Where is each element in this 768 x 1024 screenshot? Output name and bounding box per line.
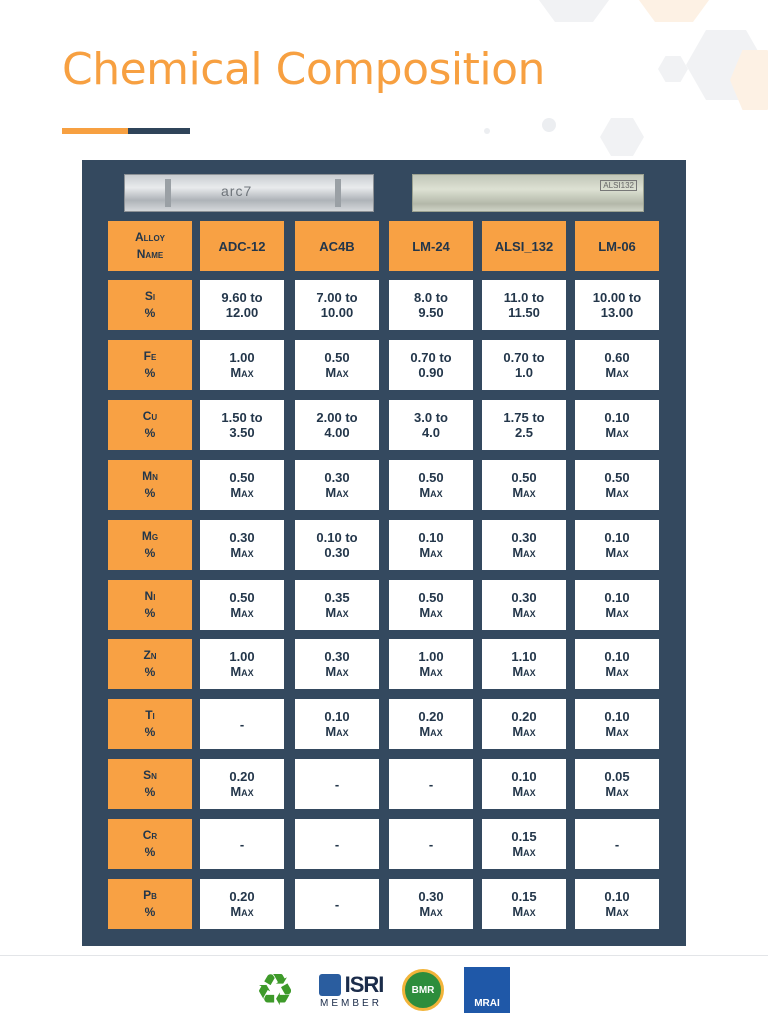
table-cell	[200, 639, 284, 689]
cell-text: Max	[512, 664, 536, 679]
table-cell	[389, 699, 473, 749]
cell-text: 0.30	[418, 889, 444, 904]
table-cell	[200, 520, 284, 570]
cell-text: 0.10	[418, 530, 444, 545]
cell-text: 0.10	[604, 590, 630, 605]
cell-text: 4.0	[421, 425, 441, 440]
table-cell	[482, 580, 566, 630]
table-cell	[389, 580, 473, 630]
cell-text: Sn	[143, 768, 157, 782]
cell-text: Cr	[142, 828, 158, 842]
table-cell	[482, 759, 566, 809]
table-cell	[389, 879, 473, 929]
cell-text: Max	[325, 365, 349, 380]
cell-text: 0.50	[229, 590, 255, 605]
table-cell	[482, 400, 566, 450]
table-cell	[295, 400, 379, 450]
table-cell	[200, 699, 284, 749]
element-label	[108, 699, 192, 749]
table-cell	[200, 819, 284, 869]
cell-text: 2.00 to	[316, 410, 358, 425]
table-cell	[295, 520, 379, 570]
table-cell	[389, 639, 473, 689]
cell-text: %	[144, 486, 156, 500]
composition-panel	[82, 160, 686, 946]
table-cell	[575, 639, 659, 689]
cell-text: Max	[512, 545, 536, 560]
recycle-icon: ♻	[255, 965, 295, 1015]
cell-text: 0.10 to	[316, 530, 358, 545]
title-underline-orange	[62, 128, 128, 134]
cell-text: 0.30	[324, 649, 350, 664]
table-cell	[389, 819, 473, 869]
cell-text: Mg	[141, 529, 159, 543]
table-cell	[295, 699, 379, 749]
table-cell	[575, 340, 659, 390]
cell-text: 0.70 to	[410, 350, 452, 365]
cell-text: 10.00	[320, 305, 354, 320]
ingot-mark: ALSI132	[600, 180, 637, 191]
cell-text: 0.90	[418, 365, 444, 380]
cell-text: 1.00	[418, 649, 444, 664]
cell-text: Max	[605, 784, 629, 799]
cell-text: 10.00 to	[592, 290, 642, 305]
table-cell	[295, 759, 379, 809]
cell-text: 0.10	[604, 889, 630, 904]
cell-text: Zn	[143, 648, 157, 662]
cell-text: -	[614, 836, 620, 852]
cell-text: %	[144, 426, 156, 440]
cell-text: Max	[605, 365, 629, 380]
cell-text: -	[334, 896, 340, 912]
cell-text: Pb	[143, 888, 157, 902]
cell-text: 0.30	[324, 545, 350, 560]
table-cell	[575, 520, 659, 570]
cell-text: Max	[512, 784, 536, 799]
element-label	[108, 460, 192, 510]
cell-text: Max	[325, 605, 349, 620]
cell-text: Max	[230, 365, 254, 380]
table-cell	[575, 759, 659, 809]
cell-text: 0.50	[229, 470, 255, 485]
decor-dot	[542, 118, 556, 132]
header-alloy	[482, 221, 566, 271]
cell-text: 4.00	[324, 425, 350, 440]
cell-text: Max	[230, 784, 254, 799]
decor-hexagon	[658, 56, 688, 82]
cell-text: 11.50	[508, 305, 540, 320]
decor-dot	[484, 128, 490, 134]
cell-text: 0.10	[604, 530, 630, 545]
element-label	[108, 639, 192, 689]
cell-text: ALSI_132	[494, 238, 554, 254]
table-cell	[295, 580, 379, 630]
cell-text: -	[428, 836, 434, 852]
cell-text: 0.50	[324, 350, 350, 365]
cell-text: Name	[136, 247, 164, 261]
header-alloy	[295, 221, 379, 271]
table-cell	[389, 400, 473, 450]
table-cell	[575, 280, 659, 330]
cell-text: 0.15	[511, 829, 537, 844]
cell-text: 0.20	[229, 889, 255, 904]
cell-text: -	[428, 776, 434, 792]
table-cell	[482, 520, 566, 570]
cell-text: -	[239, 716, 245, 732]
cell-text: 1.0	[514, 365, 534, 380]
table-cell	[575, 879, 659, 929]
table-cell	[389, 759, 473, 809]
cell-text: 1.10	[511, 649, 537, 664]
cell-text: 0.30	[229, 530, 255, 545]
cell-text: 13.00	[600, 305, 634, 320]
cell-text: Mn	[142, 469, 158, 483]
cell-text: 12.00	[225, 305, 259, 320]
cell-text: %	[144, 905, 156, 919]
table-cell	[575, 819, 659, 869]
cell-text: Max	[419, 485, 443, 500]
table-cell	[482, 340, 566, 390]
cell-text: LM-06	[598, 238, 636, 254]
cell-text: -	[334, 836, 340, 852]
cell-text: 2.5	[514, 425, 534, 440]
cell-text: 8.0 to	[414, 290, 448, 305]
cell-text: Max	[512, 904, 536, 919]
cell-text: 0.30	[324, 470, 350, 485]
element-label	[108, 280, 192, 330]
cell-text: Max	[419, 605, 443, 620]
header-alloy	[575, 221, 659, 271]
cell-text: 0.20	[418, 709, 444, 724]
table-cell	[389, 280, 473, 330]
element-label	[108, 759, 192, 809]
cell-text: 0.10	[324, 709, 350, 724]
element-label	[108, 520, 192, 570]
cell-text: %	[144, 725, 156, 739]
cell-text: Max	[419, 724, 443, 739]
cell-text: 11.0 to	[503, 290, 545, 305]
decor-hexagon	[600, 118, 644, 156]
table-cell	[482, 699, 566, 749]
cell-text: -	[334, 776, 340, 792]
table-cell	[389, 340, 473, 390]
cell-text: Max	[230, 485, 254, 500]
cell-text: 0.35	[324, 590, 350, 605]
table-cell	[575, 460, 659, 510]
header-alloy	[389, 221, 473, 271]
cell-text: 0.20	[229, 769, 255, 784]
cell-text: Max	[325, 664, 349, 679]
cell-text: 1.75 to	[503, 410, 545, 425]
table-cell	[482, 819, 566, 869]
cell-text: Max	[230, 664, 254, 679]
element-label	[108, 819, 192, 869]
element-label	[108, 580, 192, 630]
table-cell	[575, 580, 659, 630]
cell-text: Max	[419, 545, 443, 560]
cell-text: 0.30	[511, 590, 537, 605]
cell-text: 9.50	[418, 305, 444, 320]
table-cell	[295, 340, 379, 390]
bmr-logo: BMR	[400, 966, 446, 1014]
table-cell	[200, 759, 284, 809]
cell-text: %	[144, 306, 156, 320]
cell-text: 3.0 to	[414, 410, 448, 425]
cell-text: Fe	[143, 349, 157, 363]
cell-text: Max	[419, 904, 443, 919]
cell-text: %	[144, 785, 156, 799]
cell-text: 0.20	[511, 709, 537, 724]
cell-text: -	[239, 836, 245, 852]
table-cell	[200, 400, 284, 450]
cell-text: %	[144, 546, 156, 560]
cell-text: ADC-12	[218, 238, 266, 254]
table-cell	[482, 639, 566, 689]
isri-member-logo: ISRI MEMBER	[320, 971, 384, 1009]
cell-text: 9.60 to	[221, 290, 263, 305]
cell-text: Max	[605, 485, 629, 500]
cell-text: 0.15	[511, 889, 537, 904]
table-cell	[295, 280, 379, 330]
decor-hexagon	[536, 0, 612, 22]
cell-text: 0.50	[604, 470, 630, 485]
cell-text: 0.30	[511, 530, 537, 545]
element-label	[108, 340, 192, 390]
cell-text: Max	[512, 485, 536, 500]
cell-text: Max	[605, 724, 629, 739]
cell-text: 1.00	[229, 649, 255, 664]
cell-text: 7.00 to	[316, 290, 358, 305]
cell-text: %	[144, 665, 156, 679]
cell-text: Max	[230, 904, 254, 919]
cell-text: 0.50	[418, 590, 444, 605]
header-alloy-name	[108, 221, 192, 271]
cell-text: Max	[512, 605, 536, 620]
table-cell	[200, 580, 284, 630]
table-cell	[200, 879, 284, 929]
table-cell	[389, 460, 473, 510]
cell-text: 1.50 to	[221, 410, 263, 425]
cell-text: 0.05	[604, 769, 630, 784]
cell-text: 0.50	[418, 470, 444, 485]
cell-text: 0.60	[604, 350, 630, 365]
ingot-image-adc12	[124, 174, 374, 212]
cell-text: 0.10	[604, 709, 630, 724]
cell-text: 0.70 to	[503, 350, 545, 365]
table-cell	[295, 819, 379, 869]
cell-text: Max	[512, 844, 536, 859]
cell-text: AC4B	[319, 238, 355, 254]
cell-text: 3.50	[229, 425, 255, 440]
element-label	[108, 879, 192, 929]
cell-text: %	[144, 845, 156, 859]
cell-text: 1.00	[229, 350, 255, 365]
table-cell	[482, 879, 566, 929]
table-cell	[295, 879, 379, 929]
table-cell	[200, 280, 284, 330]
cell-text: Max	[230, 545, 254, 560]
ingot-image-alsi132	[412, 174, 644, 212]
table-cell	[575, 400, 659, 450]
title-underline-dark	[128, 128, 190, 134]
cell-text: Ni	[144, 589, 156, 603]
element-label	[108, 400, 192, 450]
cell-text: 0.10	[604, 410, 630, 425]
table-cell	[200, 460, 284, 510]
table-cell	[389, 520, 473, 570]
cell-text: Max	[605, 605, 629, 620]
table-cell	[295, 639, 379, 689]
cell-text: Max	[605, 904, 629, 919]
header-alloy	[200, 221, 284, 271]
cell-text: %	[144, 366, 156, 380]
cell-text: Max	[325, 724, 349, 739]
cell-text: Max	[325, 485, 349, 500]
cell-text: Si	[144, 289, 156, 303]
table-cell	[295, 460, 379, 510]
table-cell	[200, 340, 284, 390]
table-cell	[482, 460, 566, 510]
footer-divider	[0, 955, 768, 956]
cell-text: Max	[605, 425, 629, 440]
cell-text: Ti	[145, 708, 155, 722]
cell-text: Max	[605, 664, 629, 679]
table-cell	[575, 699, 659, 749]
page-title: Chemical Composition	[62, 44, 545, 95]
cell-text: Max	[605, 545, 629, 560]
cell-text: 0.50	[511, 470, 537, 485]
cell-text: Max	[419, 664, 443, 679]
ingot-mark: arc7	[221, 183, 253, 199]
cell-text: Max	[230, 605, 254, 620]
table-cell	[482, 280, 566, 330]
mrai-logo: MRAI	[462, 966, 512, 1014]
cell-text: LM-24	[412, 238, 450, 254]
cell-text: Max	[512, 724, 536, 739]
cell-text: 0.10	[511, 769, 537, 784]
cell-text: Cu	[142, 409, 158, 423]
cell-text: 0.10	[604, 649, 630, 664]
cell-text: %	[144, 606, 156, 620]
cell-text: Alloy	[135, 230, 165, 244]
decor-hexagon	[636, 0, 712, 22]
